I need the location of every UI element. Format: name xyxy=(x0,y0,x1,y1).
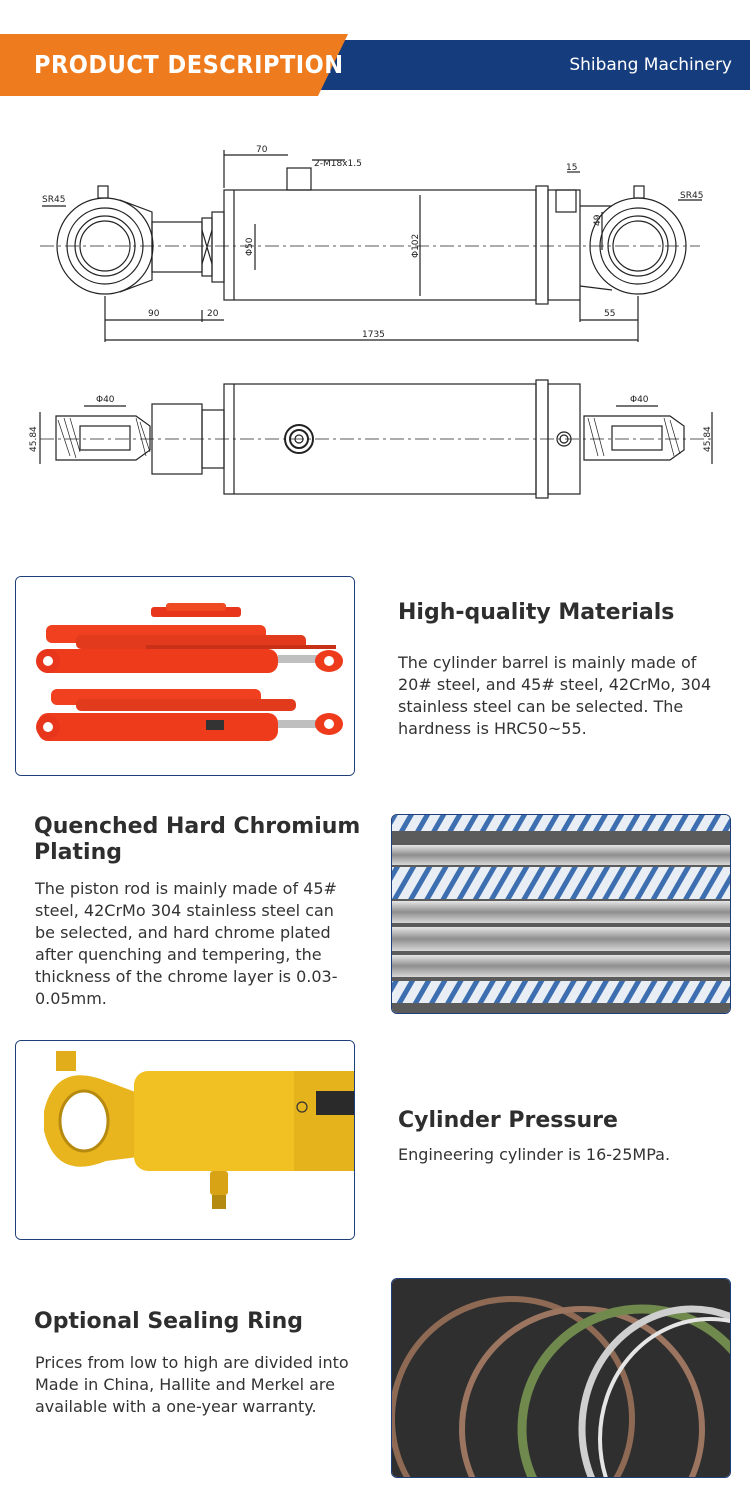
dim-49-label: 49 xyxy=(593,214,603,226)
barrel-diameter-label: Φ102 xyxy=(411,233,421,258)
technical-drawing xyxy=(0,100,750,520)
header-banner xyxy=(0,34,750,96)
section-title-pressure: Cylinder Pressure xyxy=(398,1108,618,1133)
section-text-chromium: The piston rod is mainly made of 45# steel, 42CrMo 304 stainless steel can be selected, and hard chrome plated after quenching and tempering, the thickness of the chrome layer is 0.03-0.05mm. xyxy=(35,879,338,1008)
red-cylinders-photo xyxy=(15,576,355,776)
side-dia-left-label: Φ40 xyxy=(96,395,115,405)
section-text-sealing: Prices from low to high are divided into Made in China, Hallite and Merkel are available with a one-year warranty. xyxy=(35,1353,349,1416)
page-title: PRODUCT DESCRIPTION xyxy=(34,50,344,79)
section-title-sealing: Optional Sealing Ring xyxy=(34,1309,303,1334)
section-text-pressure: Engineering cylinder is 16-25MPa. xyxy=(398,1145,671,1164)
dim-70-label: 70 xyxy=(256,145,268,155)
overall-length-label: 1735 xyxy=(362,330,385,340)
port-label: 2-M18x1.5 xyxy=(314,159,362,169)
sr-right-label: SR45 xyxy=(680,191,704,201)
dim-55-label: 55 xyxy=(604,309,616,319)
side-dia-right-label: Φ40 xyxy=(630,395,649,405)
sr-left-label: SR45 xyxy=(42,195,66,205)
dim-90-label: 90 xyxy=(148,309,160,319)
section-title-chromium: Quenched Hard Chromium Plating xyxy=(34,814,361,865)
rod-diameter-label: Φ50 xyxy=(245,237,255,256)
chrome-rods-photo xyxy=(391,814,731,1014)
dim-20-label: 20 xyxy=(207,309,219,319)
dim-15-label: 15 xyxy=(566,163,578,173)
side-width-right-label: 45.84 xyxy=(703,426,713,452)
side-width-left-label: 45.84 xyxy=(29,426,39,452)
section-text-materials: The cylinder barrel is mainly made of 20# steel, and 45# steel, 42CrMo, 304 stainless steel can be selected. The hardness is HRC50~55. xyxy=(398,653,712,738)
sealing-rings-photo xyxy=(391,1278,731,1478)
section-title-materials: High-quality Materials xyxy=(398,600,675,625)
brand-name: Shibang Machinery xyxy=(569,55,732,75)
cylinder-drawing-svg xyxy=(0,100,750,520)
yellow-cylinder-photo xyxy=(15,1040,355,1240)
